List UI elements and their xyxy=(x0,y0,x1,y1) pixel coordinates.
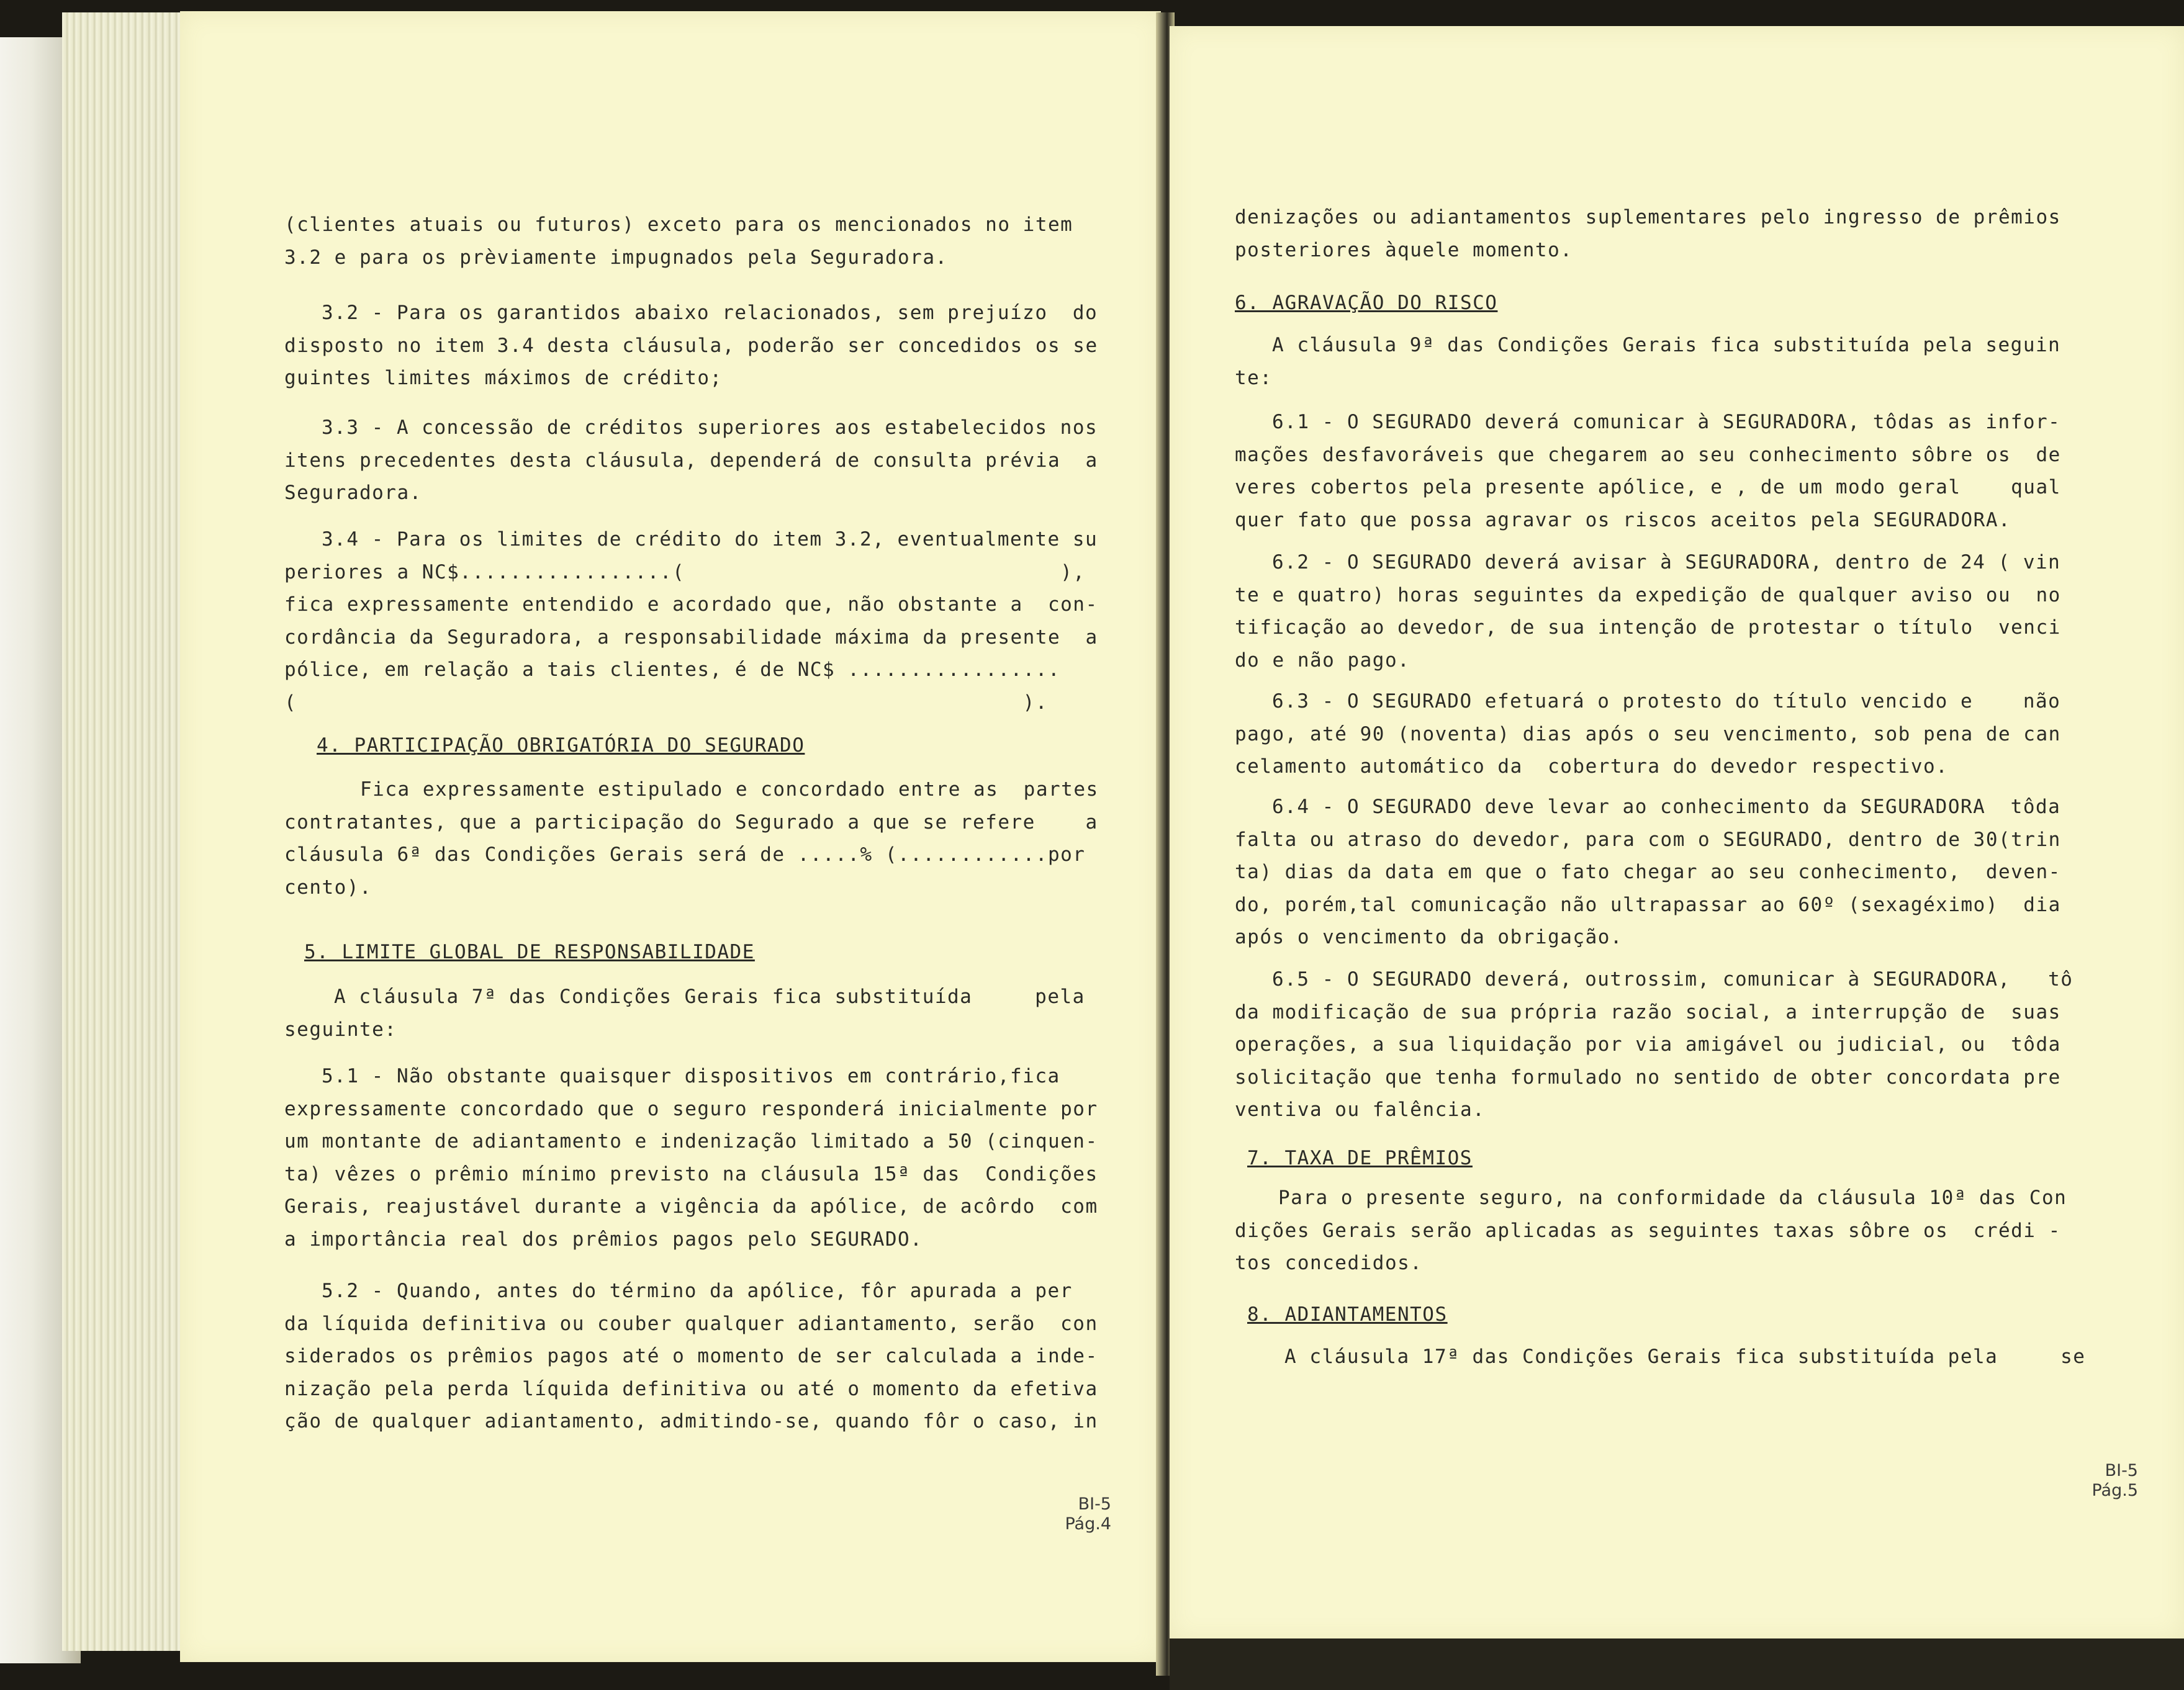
left-paragraph-5-1: 5.1 - Não obstante quaisquer dispositivos em contrário,fica expressamente concordado que o seguro responderá inicialmente por um montante de adiantamento e indenização limitado a 50 (cinquen- ta) vêzes o prêmio mínimo previsto na cláusula 15ª das Condições Gerais, reajustável durante a vigência da apólice, de acôrdo com a importância real dos prêmios pagos pelo SEGURADO. xyxy=(284,1065,1098,1251)
left-paragraph-3-2: 3.2 - Para os garantidos abaixo relacionados, sem prejuízo do disposto no item 3.4 desta cláusula, poderão ser concedidos os se guintes limites máximos de crédito; xyxy=(284,302,1098,389)
right-page xyxy=(1170,26,2184,1640)
heading-section-6: 6. AGRAVAÇÃO DO RISCO xyxy=(1235,292,1498,314)
right-paragraph-section-8: A cláusula 17ª das Condições Gerais fica substituída pela se xyxy=(1284,1346,2086,1368)
left-page-footer: BI-5 Pág.4 xyxy=(1065,1494,1111,1534)
heading-section-8: 8. ADIANTAMENTOS xyxy=(1247,1303,1448,1326)
left-paragraph-section-5: A cláusula 7ª das Condições Gerais fica substituída pela seguinte: xyxy=(284,986,1085,1041)
left-paragraph-3-4: 3.4 - Para os limites de crédito do item 3.2, eventualmente su periores a NC$.................( ), fica expressamente entendido e acordado que, não obstante a con- cordância da Seguradora, a responsabilidade máxima da presente a pólice, em relação a tais clientes, é de NC$ ................. ( ). xyxy=(284,528,1098,714)
heading-section-7: 7. TAXA DE PRÊMIOS xyxy=(1247,1147,1473,1169)
right-paragraph-1: denizações ou adiantamentos suplementares pelo ingresso de prêmios posteriores àquele momento. xyxy=(1235,206,2061,261)
right-paragraph-section-6: A cláusula 9ª das Condições Gerais fica substituída pela seguin te: xyxy=(1235,334,2061,389)
right-paragraph-6-3: 6.3 - O SEGURADO efetuará o protesto do título vencido e não pago, até 90 (noventa) dias após o seu vencimento, sob pena de can celamento automático da cobertura do devedor respectivo. xyxy=(1235,690,2061,778)
right-paragraph-section-7: Para o presente seguro, na conformidade da cláusula 10ª das Con dições Gerais serão aplicadas as seguintes taxas sôbre os crédi - tos concedidos. xyxy=(1235,1187,2067,1274)
left-paragraph-1: (clientes atuais ou futuros) exceto para os mencionados no item 3.2 e para os prèviamente impugnados pela Seguradora. xyxy=(284,213,1073,269)
heading-section-5: 5. LIMITE GLOBAL DE RESPONSABILIDADE xyxy=(304,941,755,963)
left-paragraph-section-4: Fica expressamente estipulado e concordado entre as partes contratantes, que a participação do Segurado a que se refere a cláusula 6ª das Condições Gerais será de .....% (............por cento). xyxy=(284,778,1099,899)
heading-section-4: 4. PARTICIPAÇÃO OBRIGATÓRIA DO SEGURADO xyxy=(317,734,805,757)
left-paragraph-3-3: 3.3 - A concessão de créditos superiores aos estabelecidos nos itens precedentes desta cláusula, dependerá de consulta prévia a Seguradora. xyxy=(284,416,1098,504)
right-page-footer: BI-5 Pág.5 xyxy=(2091,1461,2138,1500)
page-edges xyxy=(62,12,187,1651)
scanner-bed-shadow xyxy=(1170,1638,2184,1690)
right-paragraph-6-4: 6.4 - O SEGURADO deve levar ao conhecimento da SEGURADORA tôda falta ou atraso do devedor, para com o SEGURADO, dentro de 30(trin ta) dias da data em que o fato chegar ao seu conhecimento, deven- do, porém,tal comunicação não ultrapassar ao 60º (sexagéximo) dia após o vencimento da obrigação. xyxy=(1235,796,2061,948)
right-paragraph-6-5: 6.5 - O SEGURADO deverá, outrossim, comunicar à SEGURADORA, tô da modificação de sua própria razão social, a interrupção de suas operações, a sua liquidação por via amigável ou judicial, ou tôda solicitação que tenha formulado no sentido de obter concordata pre ventiva ou falência. xyxy=(1235,968,2073,1121)
right-paragraph-6-1: 6.1 - O SEGURADO deverá comunicar à SEGURADORA, tôdas as infor- mações desfavoráveis que chegarem ao seu conhecimento sôbre os de veres cobertos pela presente apólice, e , de um modo geral qual quer fato que possa agravar os riscos aceitos pela SEGURADORA. xyxy=(1235,411,2061,531)
left-page xyxy=(180,11,1161,1662)
left-paragraph-5-2: 5.2 - Quando, antes do término da apólice, fôr apurada a per da líquida definitiva ou couber qualquer adiantamento, serão con siderados os prêmios pagos até o momento de ser calculada a inde- nização pela perda líquida definitiva ou até o momento da efetiva ção de qualquer adiantamento, admitindo-se, quando fôr o caso, in xyxy=(284,1280,1098,1432)
right-paragraph-6-2: 6.2 - O SEGURADO deverá avisar à SEGURADORA, dentro de 24 ( vin te e quatro) horas seguintes da expedição de qualquer aviso ou no tificação ao devedor, de sua intenção de protestar o título venci do e não pago. xyxy=(1235,551,2061,672)
